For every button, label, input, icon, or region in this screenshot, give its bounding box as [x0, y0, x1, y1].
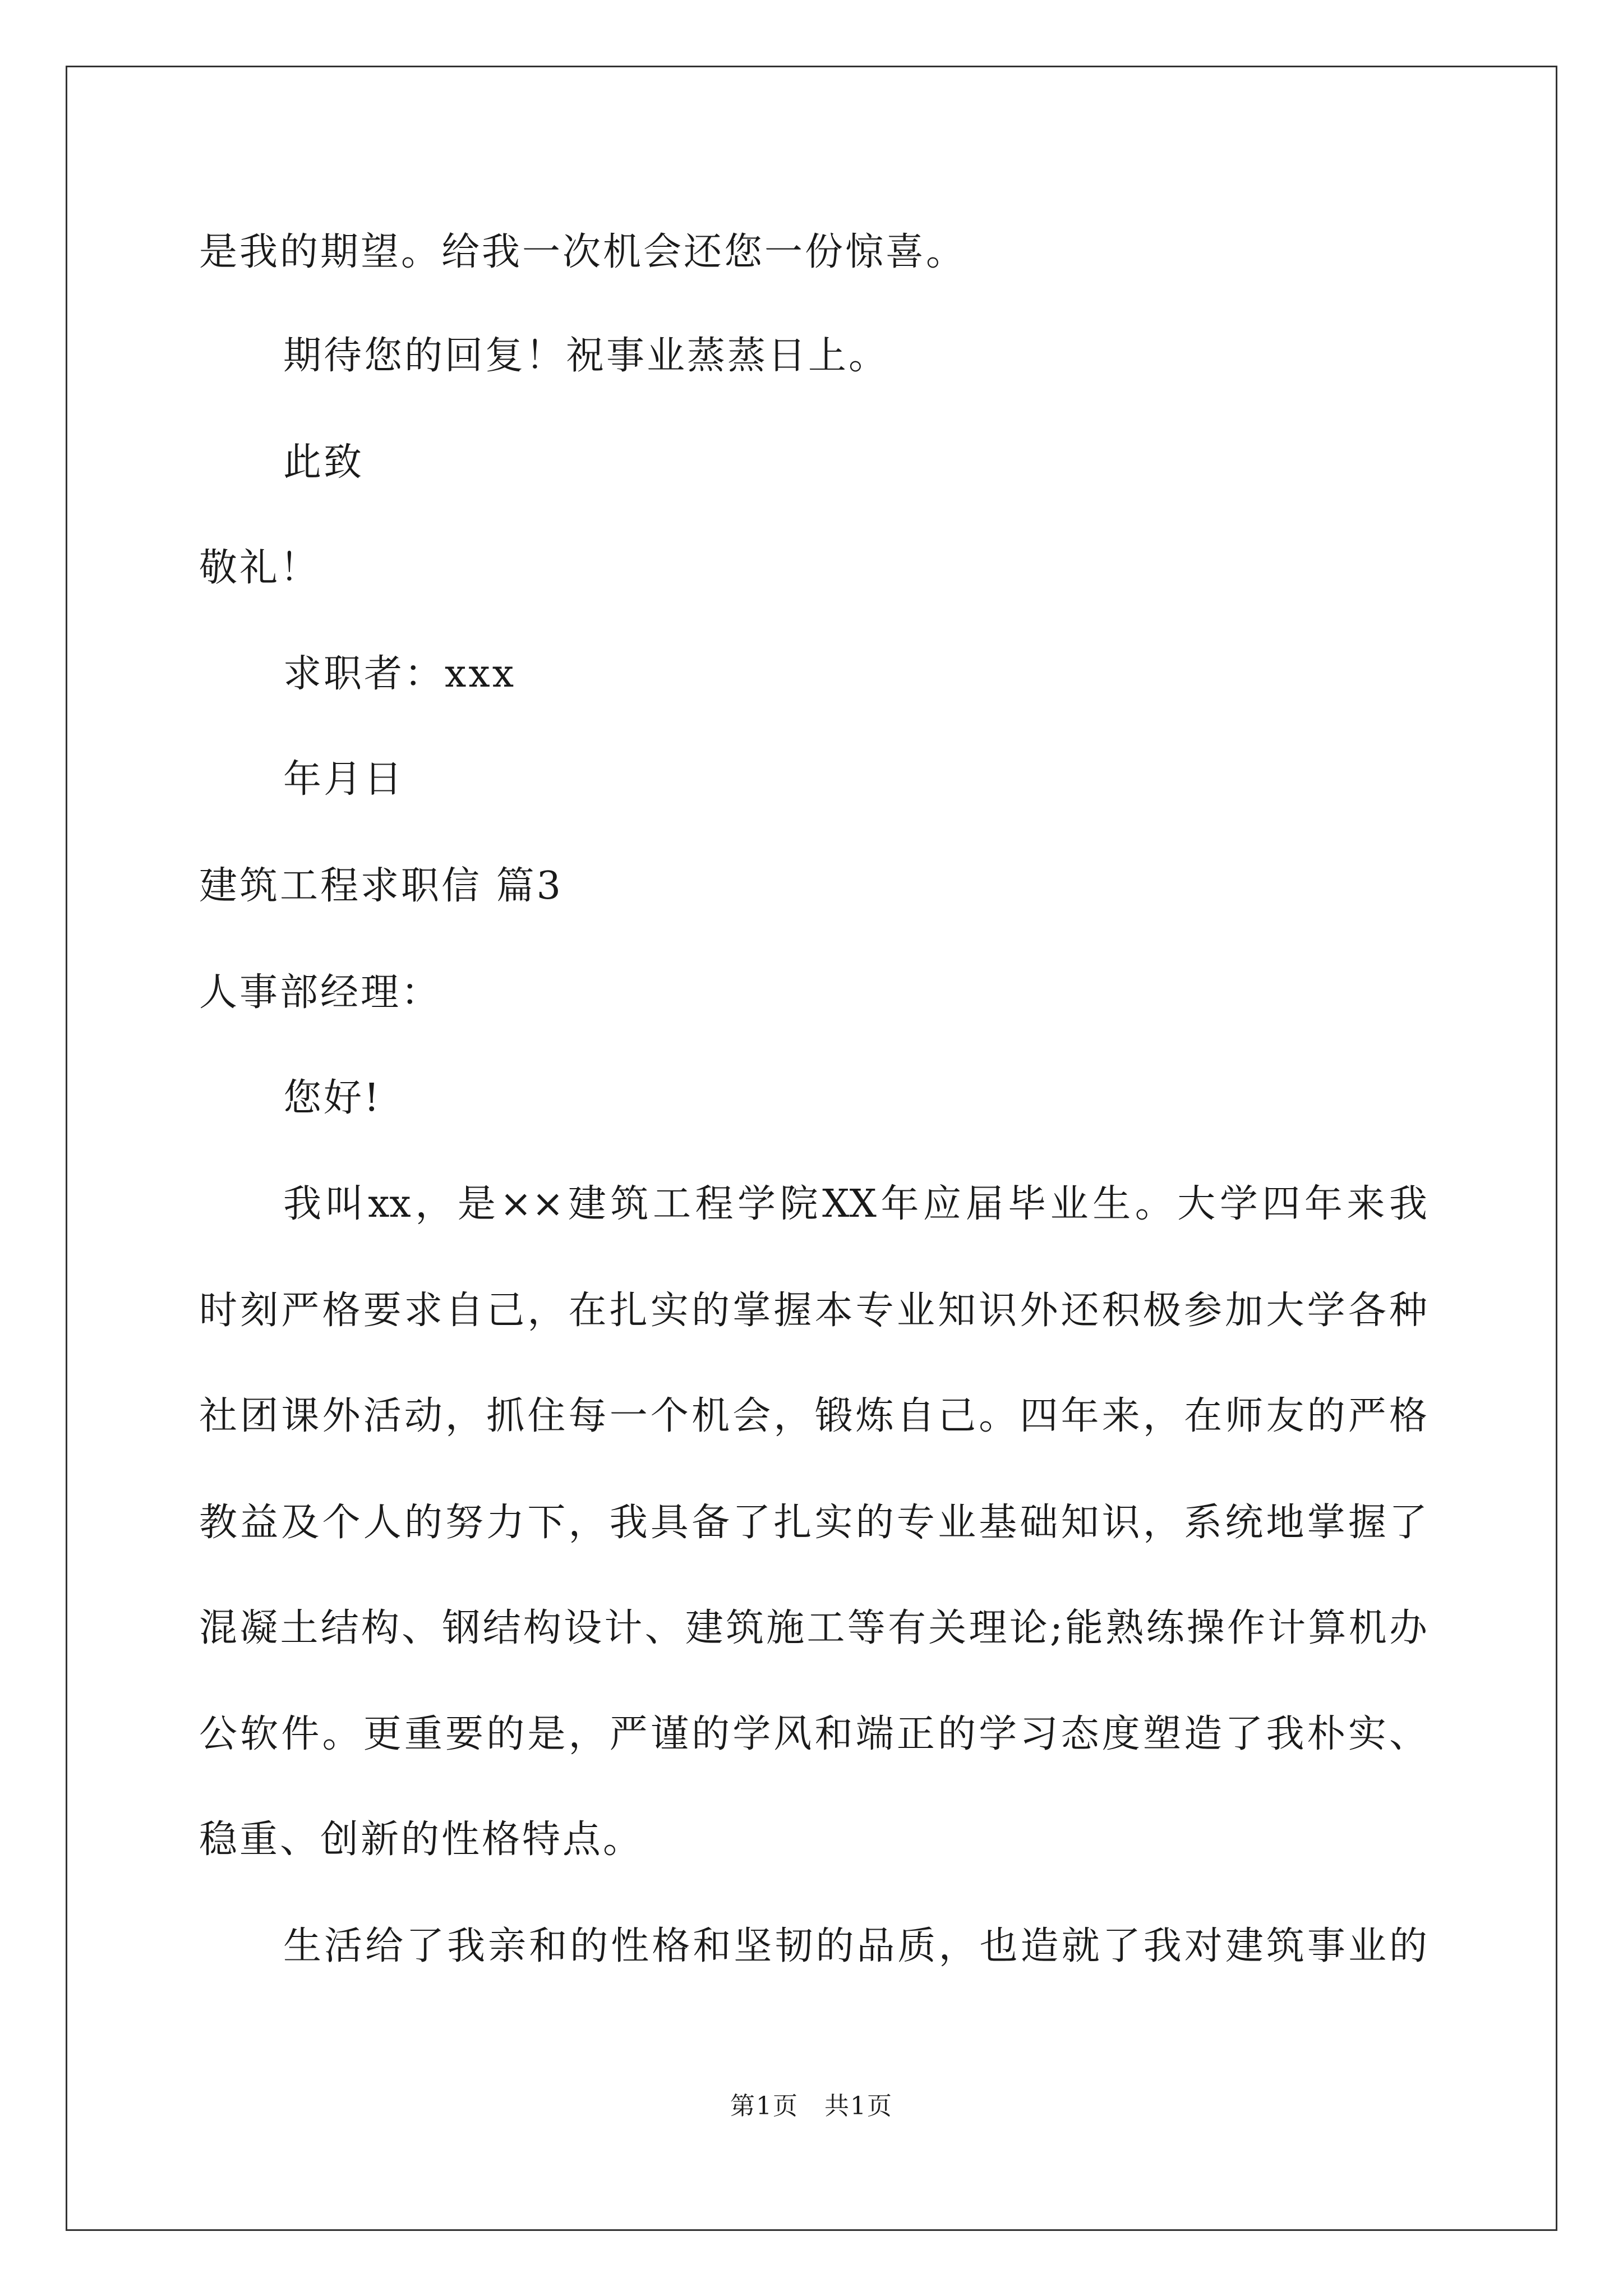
paragraph-line: 我叫xx，是××建筑工程学院XX年应届毕业生。大学四年来我: [283, 1182, 1427, 1226]
paragraph-line: 混凝土结构、钢结构设计、建筑施工等有关理论;能熟练操作计算机办: [199, 1606, 1427, 1650]
paragraph-line: 生活给了我亲和的性格和坚韧的品质，也造就了我对建筑事业的: [283, 1924, 1427, 1968]
page-footer: 第1页 共1页: [730, 2092, 893, 2120]
paragraph-line: 时刻严格要求自己，在扎实的掌握本专业知识外还积极参加大学各种: [199, 1289, 1427, 1333]
text-line-regards: 敬礼！: [199, 546, 321, 590]
paragraph-line: 公软件。更重要的是，严谨的学风和端正的学习态度塑造了我朴实、: [199, 1712, 1427, 1756]
section-heading: 建筑工程求职信 篇3: [199, 864, 563, 908]
text-line-await-reply: 期待您的回复！祝事业蒸蒸日上。: [283, 334, 889, 378]
paragraph-line: 教益及个人的努力下，我具备了扎实的专业基础知识，系统地掌握了: [199, 1501, 1427, 1545]
page-border: [66, 66, 1557, 2231]
paragraph-line: 稳重、创新的性格特点。: [199, 1818, 644, 1862]
text-line-salutation: 此致: [283, 440, 365, 485]
text-line-greeting: 您好!: [283, 1076, 382, 1120]
paragraph-line: 社团课外活动，抓住每一个机会，锻炼自己。四年来，在师友的严格: [199, 1394, 1427, 1438]
text-line-date: 年月日: [283, 757, 405, 802]
text-line-applicant: 求职者：xxx: [283, 652, 517, 696]
text-line-closing-hope: 是我的期望。给我一次机会还您一份惊喜。: [199, 230, 967, 274]
text-line-addressee: 人事部经理：: [199, 970, 442, 1015]
